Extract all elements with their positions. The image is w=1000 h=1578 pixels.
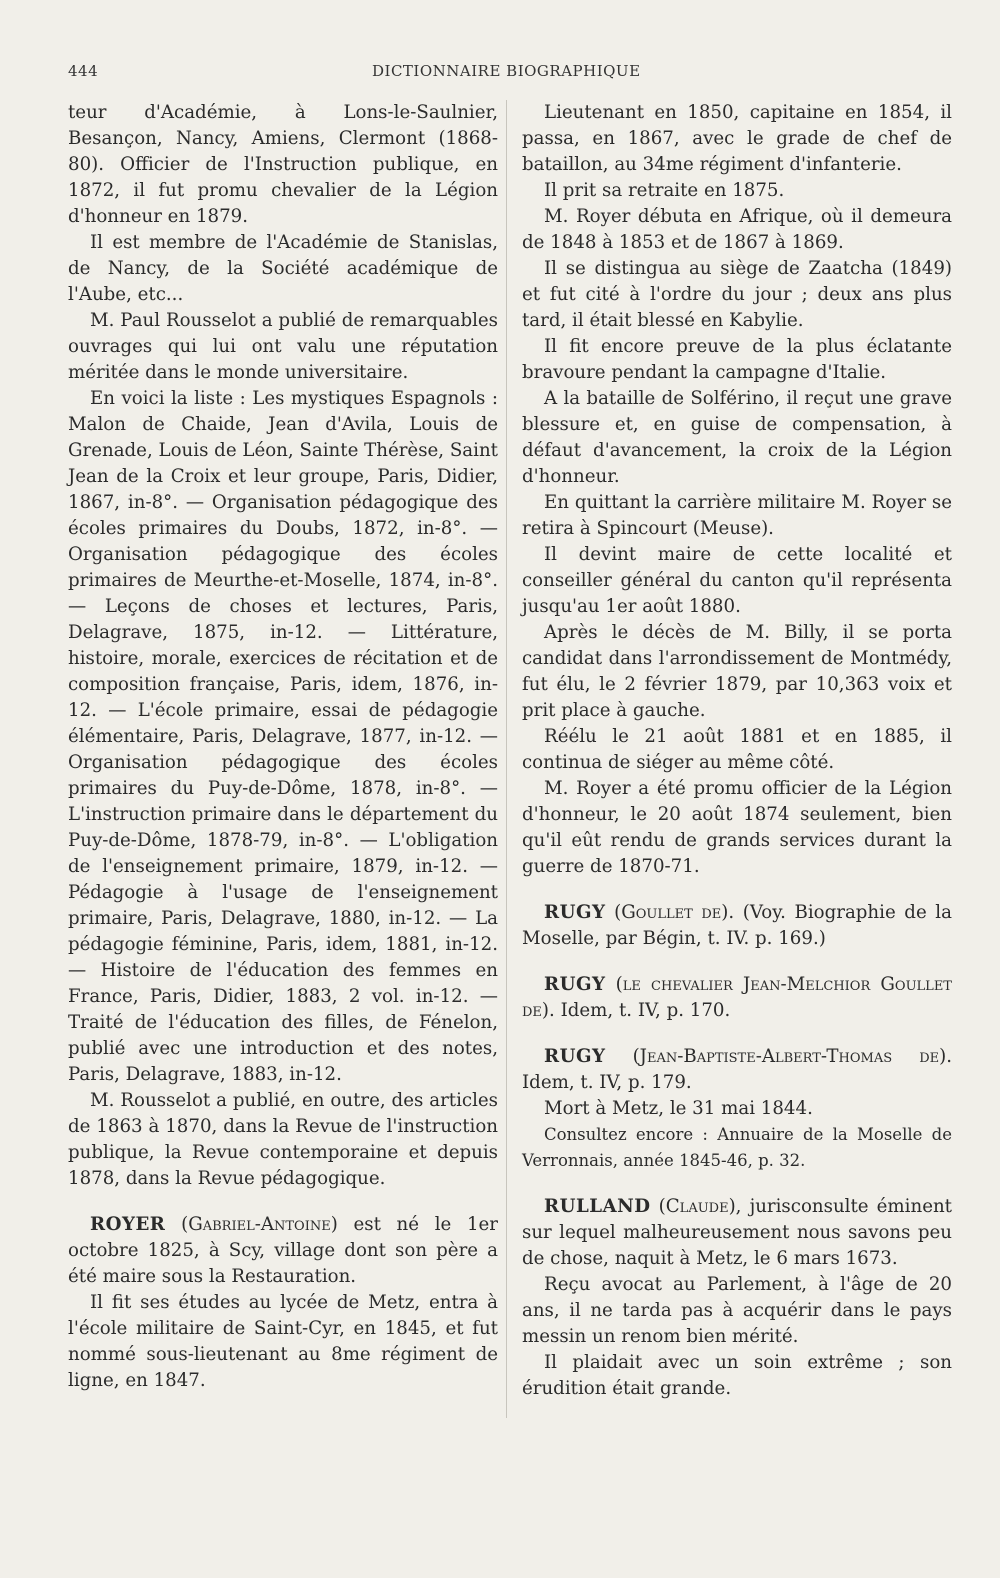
left-column [68,100,498,1394]
paragraph: Après le décès de M. Billy, il se porta candidat dans l'arrondissement de Montmédy, fut élu, le 2 février 1879, par 10,363 voix et prit place à gauche. [522,622,952,721]
paragraph: M. Rousselot a publié, en outre, des articles de 1863 à 1870, dans la Revue de l'instruction publique, la Revue contemporaine et depuis 1878, dans la Revue pédagogique. [68,1090,498,1189]
paragraph: En voici la liste : Les mystiques Espagnols : Malon de Chaide, Jean d'Avila, Louis de Grenade, Louis de Léon, Sainte Thérèse, Saint Jean de la Croix et leur groupe, Paris, Didier, 1867, in-8°. — Organisation pédagogique des écoles primaires du Doubs, 1872, in-8°. — Organisation pédagogique des écoles primaires de Meurthe-et-Moselle, 1874, in-8°. — Leçons de choses et lectures, Paris, Delagrave, 1875, in-12. — Littérature, histoire, morale, exercices de récitation et de composition française, Paris, idem, 1876, in-12. — L'école primaire, essai de pédagogie élémentaire, Paris, Delagrave, 1877, in-12. — Organisation pédagogique des écoles primaires du Puy-de-Dôme, 1878, in-8°. — L'instruction primaire dans le département du Puy-de-Dôme, 1878-79, in-8°. — L'obligation de l'enseignement primaire, 1879, in-12. — Pédagogie à l'usage de l'enseignement primaire, Paris, Delagrave, 1880, in-12. — La pédagogie féminine, Paris, idem, 1881, in-12. — Histoire de l'éducation des femmes en France, Paris, Didier, 1883, 2 vol. in-12. — Traité de l'éducation des filles, de Fénelon, publié avec une introduction et des notes, Paris, Delagrave, 1883, in-12. [68,388,498,1085]
paragraph: A la bataille de Solférino, il reçut une grave blessure et, en guise de compensation, à défaut d'avancement, la croix de la Légion d'honneur. [522,388,952,487]
paragraph: Il prit sa retraite en 1875. [544,180,785,201]
entry-text: est né le 1er octobre 1825, à Scy, village dont son père a été maire sous la Restauration. [68,1214,498,1287]
paragraph: Il devint maire de cette localité et conseiller général du canton qu'il représenta jusqu'au 1er août 1880. [522,544,952,617]
paragraph: M. Royer a été promu officier de la Légion d'honneur, le 20 août 1874 seulement, bien qu'il eût rendu de grands services durant la guerre de 1870-71. [522,778,952,877]
given-names: (Goullet de). [614,902,735,923]
paragraph: Lieutenant en 1850, capitaine en 1854, il passa, en 1867, avec le grade de chef de bataillon, au 34me régiment d'infanterie. [522,102,952,175]
given-names: (Jean-Baptiste-Albert-Thomas de). [632,1046,952,1067]
paragraph: Il fit encore preuve de la plus éclatante bravoure pendant la campagne d'Italie. [522,336,952,383]
entry-text: Idem, t. IV, p. 179. [522,1072,692,1093]
paragraph: Il fit ses études au lycée de Metz, entra à l'école militaire de Saint-Cyr, en 1845, et fut nommé sous-lieutenant au 8me régiment de ligne, en 1847. [68,1292,498,1391]
paragraph: Mort à Metz, le 31 mai 1844. [544,1098,813,1119]
paragraph: En quittant la carrière militaire M. Royer se retira à Spincourt (Meuse). [522,492,952,539]
headword: RUGY [544,1046,606,1067]
column-divider [506,100,507,1418]
entry-text: jurisconsulte éminent sur lequel malheureusement nous savons peu de chose, naquit à Metz, le 6 mars 1673. [522,1196,952,1269]
paragraph: Il plaidait avec un soin extrême ; son érudition était grande. [522,1352,952,1399]
page-number: 444 [68,62,99,80]
paragraph: Il se distingua au siège de Zaatcha (1849) et fut cité à l'ordre du jour ; deux ans plus tard, il était blessé en Kabylie. [522,258,952,331]
headword: RUGY [544,974,606,995]
given-names: (Gabriel-Antoine) [181,1214,338,1235]
headword: RULLAND [544,1196,651,1217]
headword: RUGY [544,902,606,923]
entry-rugy-2 [522,972,952,1024]
running-title: DICTIONNAIRE BIOGRAPHIQUE [372,62,641,80]
entry-text: (Voy. Biographie de la Moselle, par Bégin, t. IV. p. 169.) [522,902,952,949]
entry-text: Idem, t. IV, p. 170. [560,1000,731,1021]
paragraph: M. Paul Rousselot a publié de remarquables ouvrages qui lui ont valu une réputation méritée dans le monde universitaire. [68,310,498,383]
entry-royer [68,1212,498,1290]
consult-note: Consultez encore : Annuaire de la Moselle de Verronnais, année 1845-46, p. 32. [522,1125,952,1170]
given-names: (Claude), [658,1196,742,1217]
entry-rugy-3 [522,1044,952,1096]
headword: ROYER [90,1214,166,1235]
paragraph: Il est membre de l'Académie de Stanislas, de Nancy, de la Société académique de l'Aube, etc... [68,232,498,305]
entry-rugy-1 [522,900,952,952]
entry-rulland [522,1194,952,1272]
paragraph: Reçu avocat au Parlement, à l'âge de 20 ans, il ne tarda pas à acquérir dans le pays messin un renom bien mérité. [522,1274,952,1347]
paragraph: teur d'Académie, à Lons-le-Saulnier, Besançon, Nancy, Amiens, Clermont (1868-80). Officier de l'Instruction publique, en 1872, il fut promu chevalier de la Légion d'honneur en 1879. [68,102,498,227]
right-column [522,100,952,1402]
paragraph: M. Royer débuta en Afrique, où il demeura de 1848 à 1853 et de 1867 à 1869. [522,206,952,253]
paragraph: Réélu le 21 août 1881 et en 1885, il continua de siéger au même côté. [522,726,952,773]
given-names: (le chevalier Jean-Melchior Goullet de). [522,974,952,1021]
